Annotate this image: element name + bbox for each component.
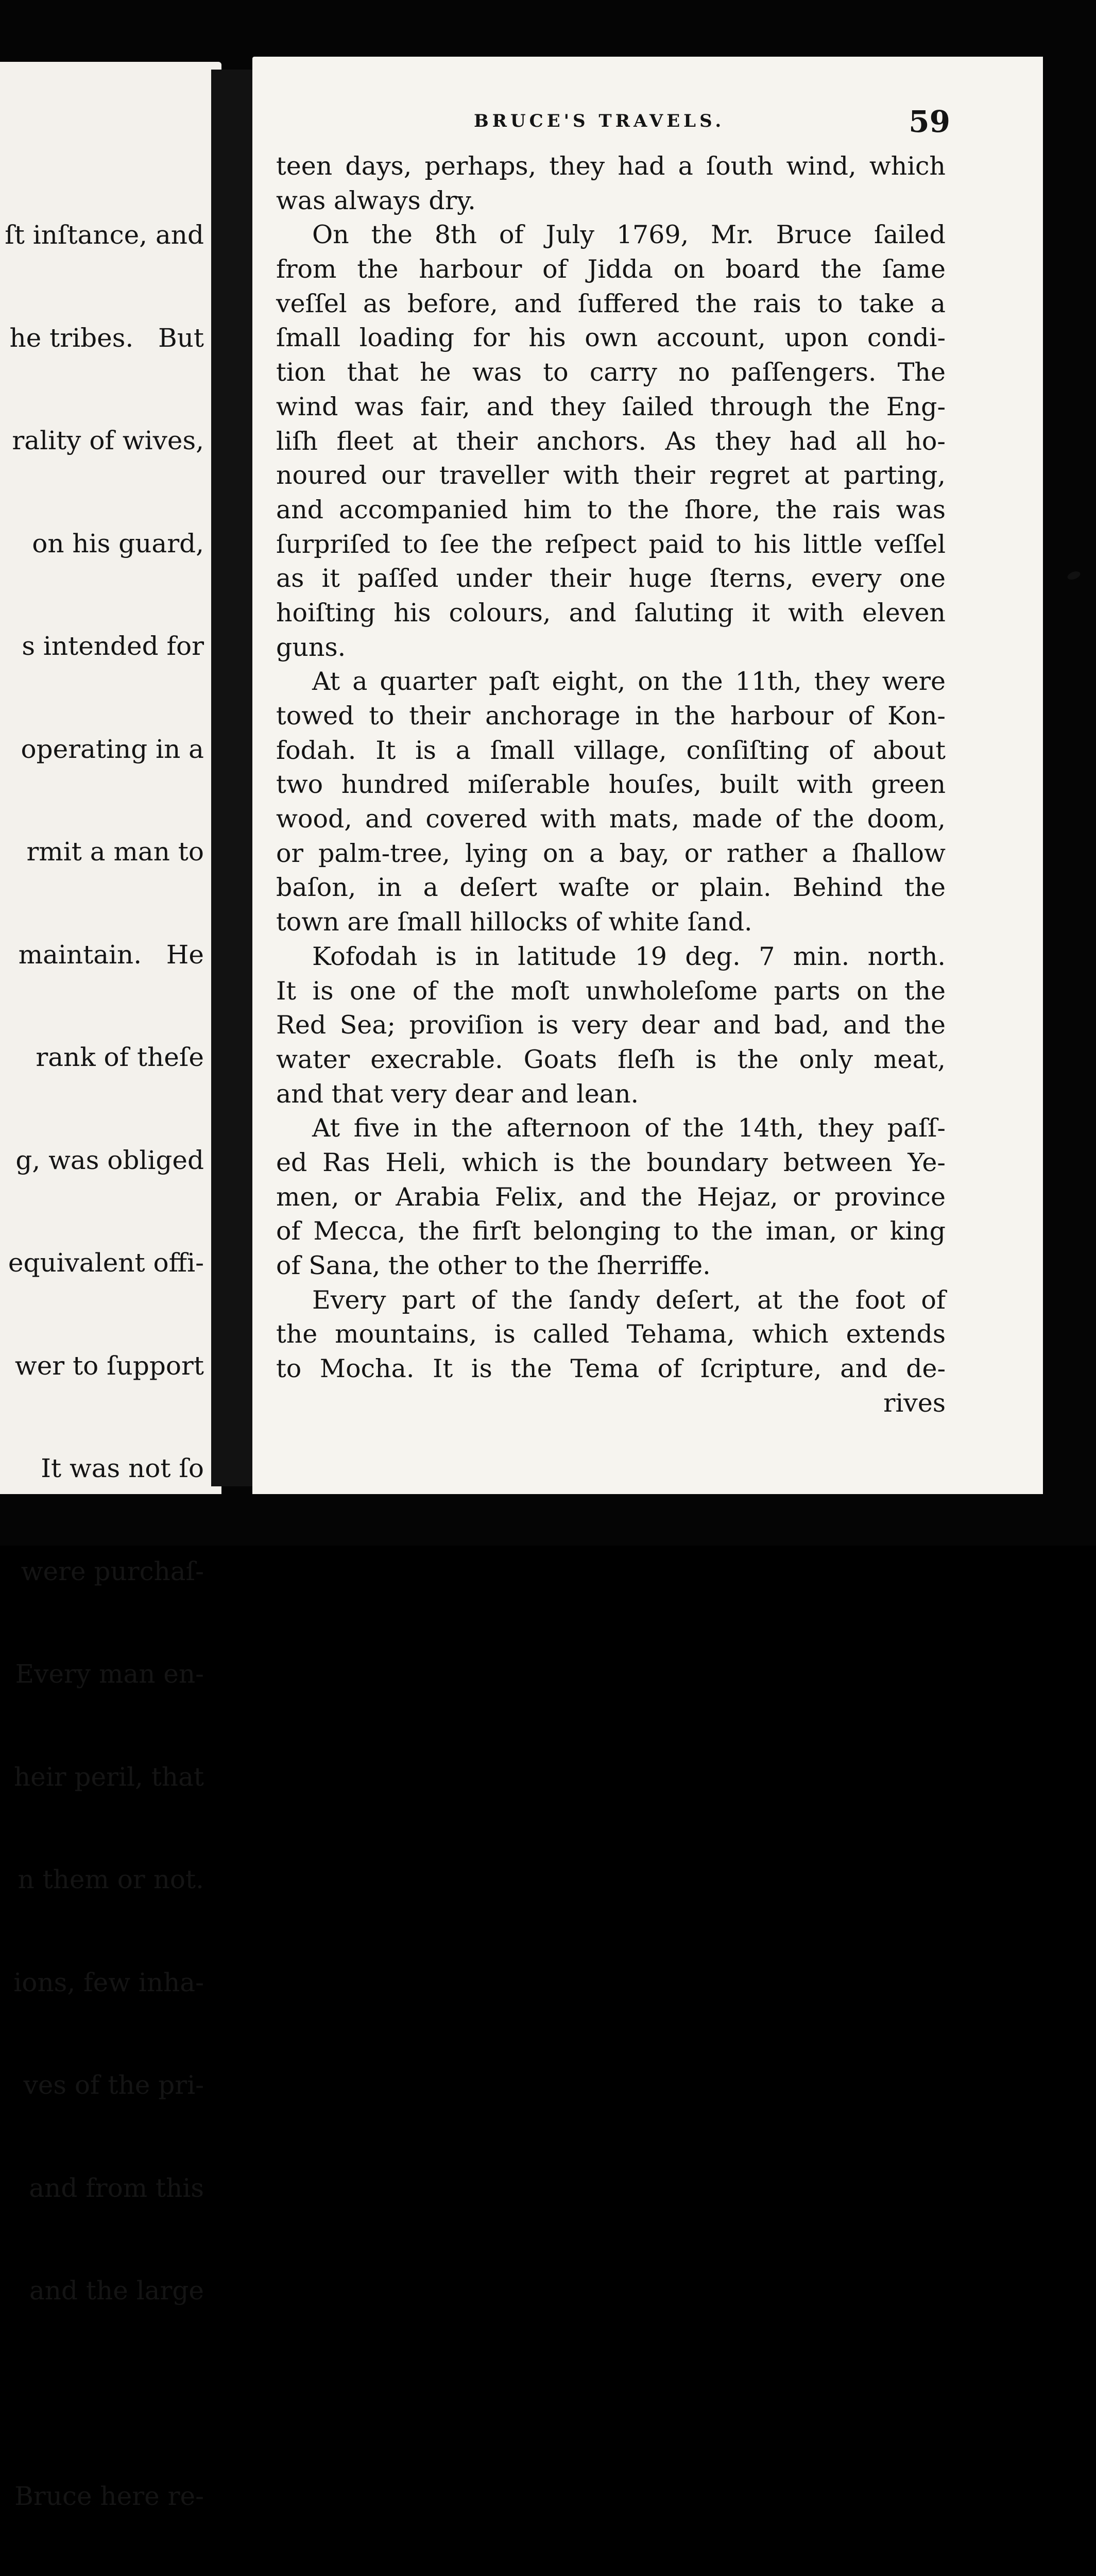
left-line: g, was obliged <box>15 1145 204 1175</box>
text-line: guns. <box>276 632 346 662</box>
left-line: wer to ſupport <box>14 1350 204 1381</box>
text-line: Red Sea; proviſion is very dear and bad, and the <box>276 1010 946 1040</box>
text-line: wood, and covered with mats, made of the doom, <box>276 804 946 834</box>
text-line: to Mocha. It is the Tema of ſcripture, and de- <box>276 1354 946 1384</box>
left-line: and the large <box>29 2276 204 2306</box>
text-line: veſſel as before, and ſuffered the rais to take a <box>276 289 946 318</box>
text-line: teen days, perhaps, they had a ſouth wind, which <box>276 151 946 181</box>
text-line: as it paſſed under their huge ſterns, every one <box>276 564 946 594</box>
left-line: were purchaſ- <box>21 1556 204 1586</box>
ink-blot-mark <box>1066 570 1081 581</box>
text-line: ſmall loading for his own account, upon condi- <box>276 323 946 353</box>
text-line: was always dry. <box>276 185 476 215</box>
left-line: Every man en- <box>15 1659 204 1689</box>
text-line: wind was fair, and they ſailed through the Eng- <box>276 392 946 421</box>
text-line: two hundred miſerable houſes, built with green <box>276 770 946 800</box>
text-line: from the harbour of Jidda on board the ſame <box>276 255 946 284</box>
page-body-text <box>276 149 946 1420</box>
text-line: ed Ras Heli, which is the boundary between Ye- <box>276 1147 946 1177</box>
text-line: tion that he was to carry no paſſengers. The <box>276 358 946 387</box>
left-line: Bruce here re- <box>14 2481 204 2511</box>
text-line: Kofodah is in latitude 19 deg. 7 min. north. <box>312 941 946 971</box>
left-line: s intended for <box>22 631 204 661</box>
left-line: ves of the pri- <box>23 2070 204 2100</box>
text-line: town are ſmall hillocks of white ſand. <box>276 907 752 937</box>
text-line: rives <box>883 1388 946 1418</box>
left-line: ſt inſtance, and <box>5 220 204 250</box>
left-line: and from this <box>29 2173 204 2203</box>
text-line: of Mecca, the firſt belonging to the iman, or king <box>276 1216 946 1246</box>
text-line: baſon, in a deſert waſte or plain. Behind the <box>276 873 946 903</box>
text-line: men, or Arabia Felix, and the Hejaz, or province <box>276 1182 946 1212</box>
text-line: the mountains, is called Tehama, which extends <box>276 1319 946 1349</box>
left-line: equivalent offi- <box>8 1248 204 1278</box>
text-line: Every part of the ſandy deſert, at the foot of <box>312 1285 946 1315</box>
page-number: 59 <box>909 104 950 139</box>
text-line: It is one of the moſt unwholeſome parts on the <box>276 976 946 1006</box>
right-page <box>252 57 1043 1494</box>
left-page-text <box>0 149 204 2576</box>
text-line: ſurpriſed to ſee the reſpect paid to his little veſſel <box>276 529 946 559</box>
text-line: At five in the afternoon of the 14th, they paſſ- <box>312 1113 946 1143</box>
text-line: fodah. It is a ſmall village, conſiſting of about <box>276 735 946 765</box>
left-line: operating in a <box>21 734 204 764</box>
text-line: water execrable. Goats fleſh is the only meat, <box>276 1044 946 1074</box>
text-line: noured our traveller with their regret at parting, <box>276 461 946 490</box>
left-line <box>0 2377 204 2411</box>
text-line: At a quarter paſt eight, on the 11th, they were <box>312 667 946 697</box>
text-line: or palm-tree, lying on a bay, or rather a ſhallow <box>276 838 946 868</box>
left-line: rality of wives, <box>12 426 204 455</box>
text-line: towed to their anchorage in the harbour of Kon- <box>276 701 946 731</box>
left-line: n them or not. <box>18 1865 204 1894</box>
text-line: On the 8th of July 1769, Mr. Bruce ſailed <box>312 220 946 250</box>
left-page <box>0 62 221 2511</box>
text-line: and accompanied him to the ſhore, the rais was <box>276 495 946 524</box>
left-line: ions, few inha- <box>13 1967 204 1997</box>
left-line: maintain. He <box>18 939 204 970</box>
left-line: rank of theſe <box>36 1042 204 1072</box>
left-line: on his guard, <box>32 528 204 558</box>
left-line: It was not ſo <box>41 1453 204 1483</box>
running-head: BRUCE'S TRAVELS. <box>474 111 725 131</box>
text-line: and that very dear and lean. <box>276 1079 639 1109</box>
text-line: of Sana, the other to the ſherriffe. <box>276 1251 711 1280</box>
text-line: hoiſting his colours, and ſaluting it with eleven <box>276 598 946 628</box>
left-line: heir peril, that <box>13 1761 204 1792</box>
left-line: he tribes. But <box>9 323 204 353</box>
text-line: liſh fleet at their anchors. As they had all ho- <box>276 426 946 456</box>
left-line: rmit a man to <box>26 837 204 867</box>
